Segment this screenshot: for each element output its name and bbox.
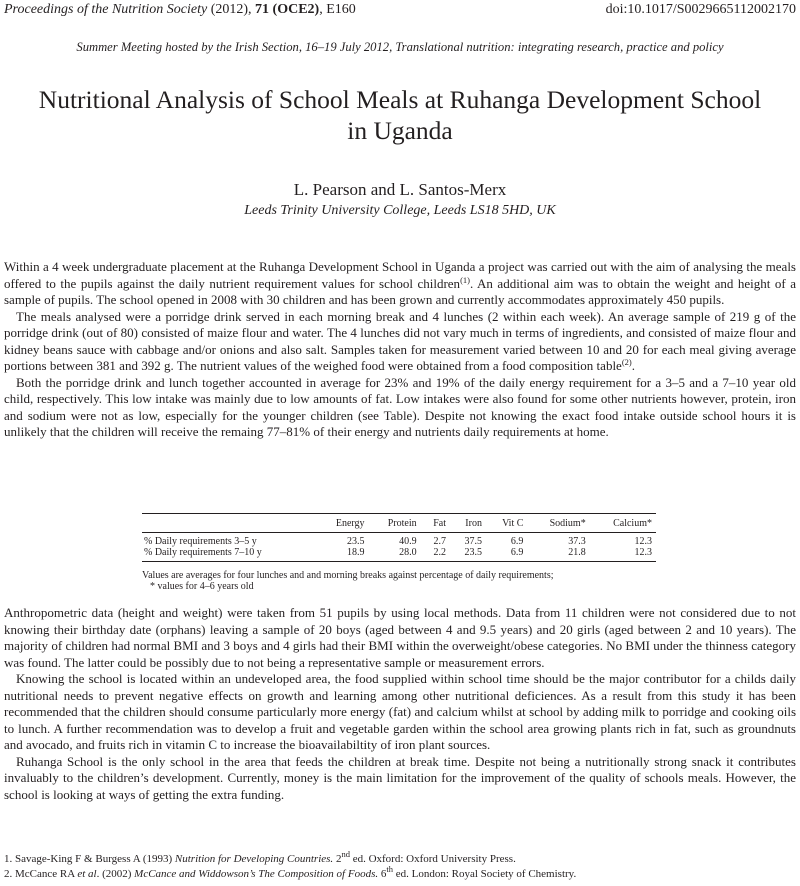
affiliation: Leeds Trinity University College, Leeds LS18 5HD, UK bbox=[244, 203, 556, 218]
table-header: Protein bbox=[387, 518, 417, 529]
table-footnote-asterisk: * values for 4–6 years old bbox=[150, 581, 254, 592]
doi: doi:10.1017/S0029665112002170 bbox=[605, 2, 796, 17]
references bbox=[4, 849, 796, 882]
table-row bbox=[142, 533, 656, 548]
table-header: Calcium* bbox=[613, 518, 652, 529]
table-cell: 23.5 bbox=[464, 547, 482, 558]
paragraph-6: Ruhanga School is the only school in the area that feeds the children at break time. Despite not being a nutritionally strong snack it contributes invaluably to the children’s development. Currently, money is the main limitation for the improvement of the quality of schools meals. However, the school is looking at ways of getting the extra funding. bbox=[4, 753, 796, 802]
journal-volume: 71 bbox=[255, 2, 270, 17]
table-cell: 28.0 bbox=[399, 547, 417, 558]
reference-1: 1. Savage-King F & Burgess A (1993) Nutrition for Developing Countries. 2nd ed. Oxford: Oxford University Press. bbox=[4, 849, 516, 865]
table-row bbox=[142, 547, 656, 562]
table-header: Vit C bbox=[502, 518, 524, 529]
citation-1: (1) bbox=[460, 274, 470, 285]
title-line-1: Nutritional Analysis of School Meals at Ruhanga Development School bbox=[38, 85, 762, 114]
table-header: Fat bbox=[433, 518, 446, 529]
table-cell: 12.3 bbox=[634, 536, 652, 547]
table-cell: 12.3 bbox=[634, 547, 652, 558]
meeting-line: Summer Meeting hosted by the Irish Section, 16–19 July 2012, Translational nutrition: integrating research, practice and policy bbox=[76, 40, 724, 54]
table-header-empty bbox=[142, 514, 317, 533]
table-cell: 40.9 bbox=[399, 536, 417, 547]
row-label: % Daily requirements 3–5 y bbox=[144, 536, 257, 547]
table-cell: 2.2 bbox=[433, 547, 446, 558]
reference-2: 2. McCance RA et al. (2002) McCance and Widdowson’s The Composition of Foods. 6th ed. London: Royal Society of Chemistry. bbox=[4, 864, 577, 880]
table-header: Sodium* bbox=[549, 518, 586, 529]
table-cell: 37.3 bbox=[568, 536, 586, 547]
paragraph-3: Both the porridge drink and lunch together accounted in average for 23% and 19% of the daily energy requirement for a 3–5 and a 7–10 year old child, respectively. This low intake was mainly due to low amounts of fat. Low intakes were also found for some other nutrients however, protein, iron and sodium were not as low, especially for the younger children (see Table). Despite not knowing the exact food intake outside school hours it is unlikely that the children will receive the remaing 77–81% of their energy and nutrients daily requirements at home. bbox=[4, 374, 796, 439]
table-header: Iron bbox=[465, 518, 482, 529]
body-section-2 bbox=[4, 605, 796, 803]
journal-year: (2012), bbox=[210, 2, 252, 17]
journal-name: Proceedings of the Nutrition Society bbox=[4, 2, 208, 17]
journal-issue: (OCE2) bbox=[272, 2, 320, 17]
paragraph-1: Within a 4 week undergraduate placement at the Ruhanga Development School in Uganda a project was carried out with the aim of analysing the meals offered to the pupils against the daily nutrient requirement values for school children$^{(1)}$. An additional aim was to obtain the weight and height of a sample of pupils. The school opened in 2008 with 30 children and has been grown and currently accommodates approximately 450 pupils. bbox=[4, 259, 796, 307]
table-cell: 23.5 bbox=[347, 536, 365, 547]
body-section-1 bbox=[4, 259, 796, 441]
title-line-2: in Uganda bbox=[347, 116, 453, 145]
table-header: Energy bbox=[335, 518, 365, 529]
paragraph-5: Knowing the school is located within an undeveloped area, the food supplied within school time should be the major contributor for a childs daily nutritional needs to prevent negative effects on growth and learning among other nutritional deficiences. As a result from this study it has been recommended that the children should consume particularly more energy (fat) and calcium whilst at school by adding milk to porridge and cooking oils to lunch. A further recommendation was to develop a fruit and vegetable garden within the school area growing plants rich in fat, such as groundnuts and avocado, and fruits rich in vitamin C to increase the bioavailabiltity of iron plant sources. bbox=[4, 671, 796, 752]
paragraph-4: Anthropometric data (height and weight) were taken from 51 pupils by using local methods. Data from 11 children were not considered due to not knowing their birthday date (orphans) leaving a sample of 20 boys (aged between 4 and 9.5 years) and 20 girls (aged between 2 and 10 years). The majority of children had normal BMI and 3 boys and 4 girls had their BMI within the overweight/obese categories. No BMI under the thinness category was found. The latter could be possibly due to not being a representative sample or measurement errors. bbox=[4, 605, 796, 670]
row-label: % Daily requirements 7–10 y bbox=[144, 547, 262, 558]
table-cell: 6.9 bbox=[510, 547, 524, 558]
table-header-row bbox=[142, 514, 656, 533]
table-cell: 2.7 bbox=[433, 536, 446, 547]
table-cell: 37.5 bbox=[464, 536, 482, 547]
table-footnote: Values are averages for four lunches and and morning breaks against percentage of daily requirements; bbox=[142, 570, 554, 581]
table-cell: 6.9 bbox=[510, 536, 524, 547]
journal-page: , E160 bbox=[319, 2, 356, 17]
nutrient-table bbox=[142, 513, 656, 562]
table-cell: 21.8 bbox=[568, 547, 586, 558]
table-cell: 18.9 bbox=[347, 547, 365, 558]
journal-citation bbox=[4, 2, 356, 18]
authors: L. Pearson and L. Santos-Merx bbox=[293, 180, 507, 199]
paragraph-2: The meals analysed were a porridge drink served in each morning break and 4 lunches (2 within each week). An average sample of 219 g of the porridge drink (out of 80) consisted of maize flour and water. The 4 lunches did not vary much in terms of ingredients, and consisted of maize flour and kidney beans sauce with cabbage and/or onions and also salt. Samples taken for measurement varied between 10 and 20 for each meal giving average portions between 381 and 392 g. The nutrient values of the weighed food were obtained from a food composition table$^{(2)}$. bbox=[4, 308, 796, 373]
citation-2: (2) bbox=[621, 357, 632, 367]
article-title bbox=[0, 84, 800, 146]
